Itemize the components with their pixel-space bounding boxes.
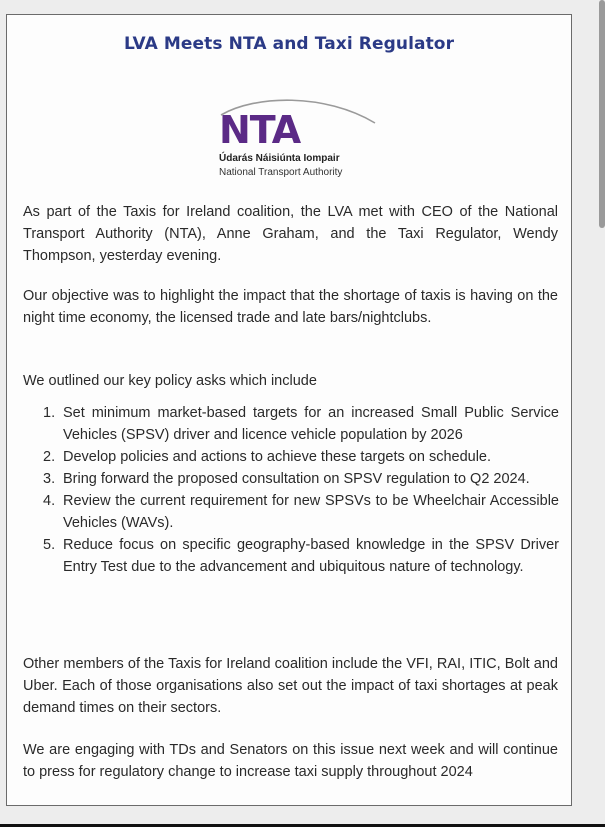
logo-irish-name: Údarás Náisiúnta Iompair (219, 153, 340, 164)
list-item-number: 4. (43, 493, 56, 509)
paragraph-coalition-members: Other members of the Taxis for Ireland coalition include the VFI, RAI, ITIC, Bolt and Uber. Each of those organisations also set out the impact of taxi shortages at peak demand times on their sectors. (23, 656, 558, 716)
logo-english-name: National Transport Authority (219, 167, 343, 178)
list-item-text: Review the current requirement for new SPSVs to be Wheelchair Accessible Vehicles (WAVs). (63, 493, 559, 531)
nta-logo (215, 93, 385, 183)
post-card (6, 14, 572, 806)
list-item (43, 490, 559, 534)
list-item-number: 5. (43, 537, 56, 553)
paragraph-next-steps: We are engaging with TDs and Senators on this issue next week and will continue to press for regulatory change to increase taxi supply throughout 2024 (23, 742, 558, 780)
logo-mark: NTA (219, 108, 301, 152)
paragraph-objective: Our objective was to highlight the impact that the shortage of taxis is having on the night time economy, the licensed trade and late bars/nightclubs. (23, 288, 558, 326)
list-item (43, 468, 559, 490)
list-item-text: Bring forward the proposed consultation on SPSV regulation to Q2 2024. (63, 471, 530, 487)
policy-list (43, 402, 559, 578)
list-item-text: Set minimum market-based targets for an increased Small Public Service Vehicles (SPSV) driver and licence vehicle population by 2026 (63, 405, 559, 443)
list-item (43, 446, 559, 468)
list-item-number: 2. (43, 449, 56, 465)
list-item-text: Reduce focus on specific geography-based knowledge in the SPSV Driver Entry Test due to the advancement and ubiquitous nature of technology. (63, 537, 559, 575)
list-item-number: 1. (43, 405, 56, 421)
post-title: LVA Meets NTA and Taxi Regulator (123, 34, 455, 54)
list-item-text: Develop policies and actions to achieve these targets on schedule. (63, 449, 492, 465)
scrollbar[interactable] (599, 0, 605, 228)
list-item-number: 3. (43, 471, 56, 487)
list-item (43, 534, 559, 578)
paragraph-policy-lead: We outlined our key policy asks which include (23, 373, 317, 389)
paragraph-intro: As part of the Taxis for Ireland coalition, the LVA met with CEO of the National Transport Authority (NTA), Anne Graham, and the Taxi Regulator, Wendy Thompson, yesterday evening. (23, 204, 558, 264)
list-item (43, 402, 559, 446)
